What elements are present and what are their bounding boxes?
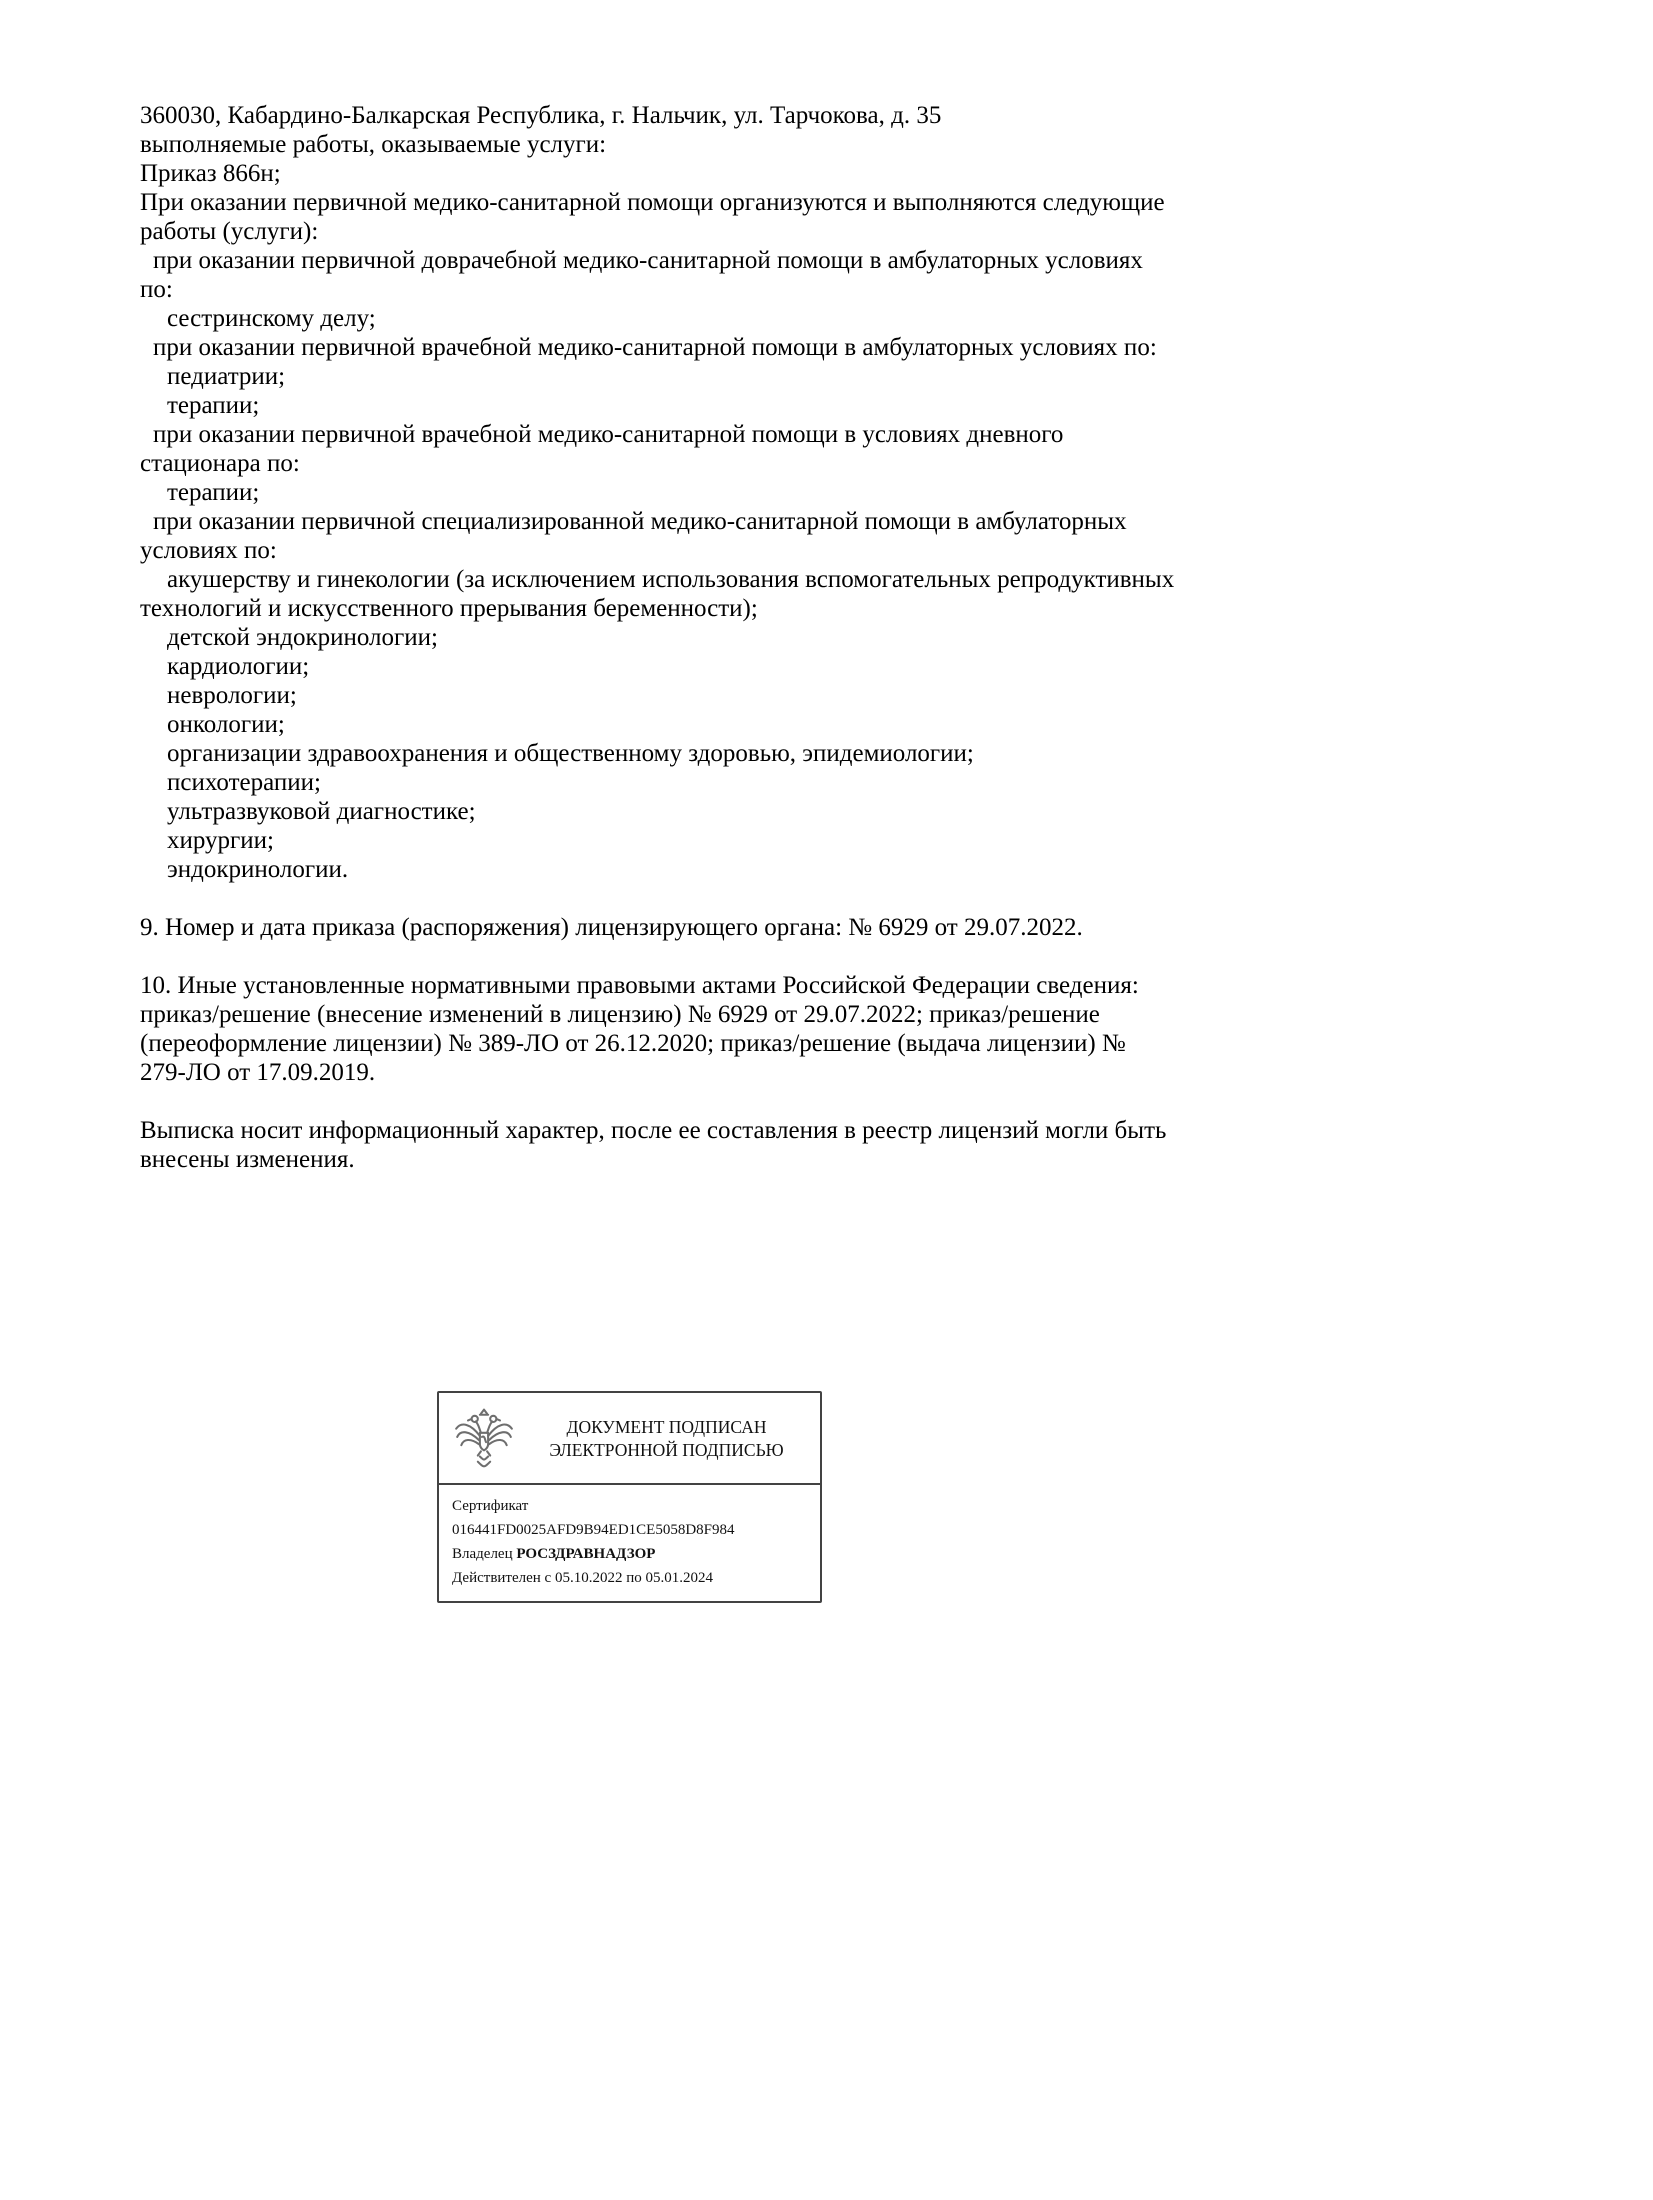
document-body [140, 101, 1520, 1174]
text-line: организации здравоохранения и общественному здоровью, эпидемиологии; [167, 740, 974, 767]
text-line: 279-ЛО от 17.09.2019. [140, 1059, 376, 1086]
text-line: при оказании первичной врачебной медико-санитарной помощи в условиях дневного [153, 421, 1064, 448]
text-line: при оказании первичной врачебной медико-санитарной помощи в амбулаторных условиях по: [153, 334, 1157, 361]
owner-value: РОСЗДРАВНАДЗОР [516, 1546, 656, 1562]
blank-line [140, 942, 1520, 971]
text-line: Выписка носит информационный характер, после ее составления в реестр лицензий могли быть [140, 1117, 1167, 1144]
text-line: при оказании первичной доврачебной медико-санитарной помощи в амбулаторных условиях [153, 247, 1143, 274]
certificate-line [452, 1494, 808, 1542]
stamp-title-line-1: ДОКУМЕНТ ПОДПИСАН [566, 1417, 767, 1437]
text-line: 360030, Кабардино-Балкарская Республика, г. Нальчик, ул. Тарчокова, д. 35 [140, 102, 942, 129]
text-line: педиатрии; [167, 363, 286, 390]
signature-stamp [437, 1391, 822, 1603]
text-line: кардиологии; [167, 653, 310, 680]
text-line: акушерству и гинекологии (за исключением использования вспомогательных репродуктивных [167, 566, 1175, 593]
text-line: терапии; [167, 392, 260, 419]
text-line: по: [140, 276, 173, 303]
text-line: приказ/решение (внесение изменений в лицензию) № 6929 от 29.07.2022; приказ/решение [140, 1001, 1100, 1028]
text-line: сестринскому делу; [167, 305, 376, 332]
text-line: ультразвуковой диагностике; [167, 798, 476, 825]
text-line: терапии; [167, 479, 260, 506]
text-line: психотерапии; [167, 769, 321, 796]
text-line: условиях по: [140, 537, 277, 564]
owner-line [452, 1542, 808, 1566]
stamp-info [439, 1485, 820, 1601]
stamp-header [439, 1393, 820, 1483]
validity-line: Действителен с 05.10.2022 по 05.01.2024 [452, 1570, 713, 1586]
text-line: при оказании первичной специализированной медико-санитарной помощи в амбулаторных [153, 508, 1127, 535]
text-line: Приказ 866н; [140, 160, 281, 187]
text-line: технологий и искусственного прерывания беременности); [140, 595, 758, 622]
text-line: эндокринологии. [167, 856, 349, 883]
text-line: внесены изменения. [140, 1146, 355, 1173]
text-line: работы (услуги): [140, 218, 319, 245]
text-line: При оказании первичной медико-санитарной помощи организуются и выполняются следующие [140, 189, 1165, 216]
text-line: детской эндокринологии; [167, 624, 438, 651]
text-line: 9. Номер и дата приказа (распоряжения) лицензирующего органа: № 6929 от 29.07.2022. [140, 914, 1083, 941]
text-line: (переоформление лицензии) № 389-ЛО от 26.12.2020; приказ/решение (выдача лицензии) № [140, 1030, 1126, 1057]
certificate-label: Сертификат [452, 1498, 529, 1514]
text-line: онкологии; [167, 711, 285, 738]
certificate-value: 016441FD0025AFD9B94ED1CE5058D8F984 [452, 1522, 735, 1538]
roszdravnadzor-eagle-icon [453, 1406, 515, 1472]
blank-line [140, 884, 1520, 913]
text-line: выполняемые работы, оказываемые услуги: [140, 131, 607, 158]
stamp-title [527, 1416, 806, 1462]
text-line: 10. Иные установленные нормативными правовыми актами Российской Федерации сведения: [140, 972, 1139, 999]
text-line: хирургии; [167, 827, 275, 854]
owner-label: Владелец [452, 1546, 513, 1562]
text-line: стационара по: [140, 450, 300, 477]
stamp-title-line-2: ЭЛЕКТРОННОЙ ПОДПИСЬЮ [549, 1440, 784, 1460]
blank-line [140, 1087, 1520, 1116]
text-line: неврологии; [167, 682, 297, 709]
